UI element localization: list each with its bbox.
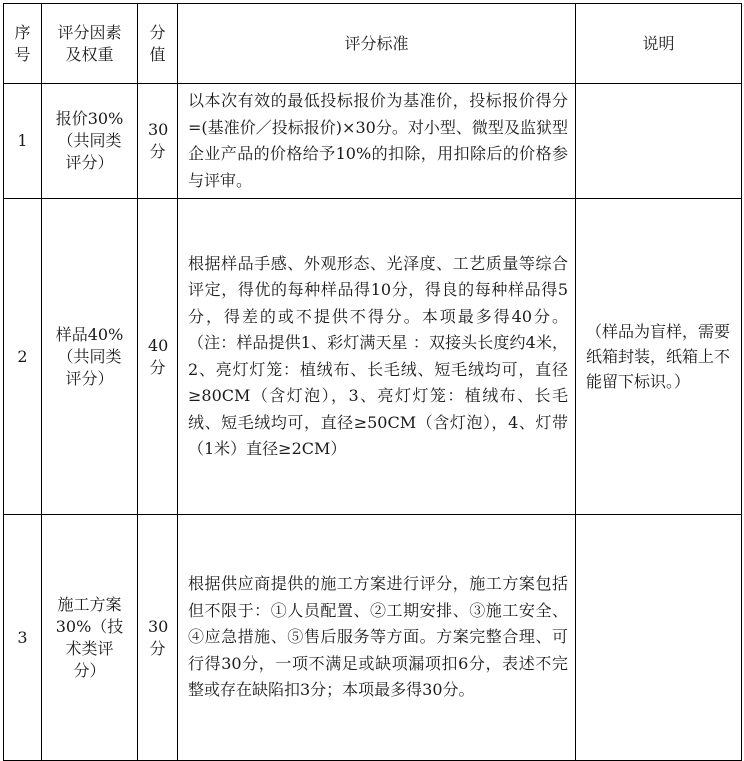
row-note xyxy=(576,515,742,761)
row-no: 2 xyxy=(4,199,42,515)
row-no: 1 xyxy=(4,84,42,199)
row-factor: 报价30%（共同类评分） xyxy=(42,84,138,199)
row-note: （样品为盲样，需要纸箱封装，纸箱上不能留下标识。） xyxy=(576,199,742,515)
row-criteria: 根据样品手感、外观形态、光泽度、工艺质量等综合评定，得优的每种样品得10分，得良的每种样品得5分，得差的或不提供不得分。本项最多得40分。（注：样品提供1、彩灯满天星 ：双接头长度约4米，2、亮灯灯笼：植绒布、长毛绒、短毛绒均可，直径≥80CM（含灯泡），3、亮灯灯笼：植绒布、长毛绒、短毛绒均可，直径≥50CM（含灯泡），4、灯带（1米）直径≥2CM） xyxy=(178,199,576,515)
header-factor: 评分因素及权重 xyxy=(42,4,138,84)
header-score: 分值 xyxy=(138,4,178,84)
row-criteria: 根据供应商提供的施工方案进行评分，施工方案包括但不限于：①人员配置、②工期安排、③施工安全、④应急措施、⑤售后服务等方面。方案完整合理、可行得30分，一项不满足或缺项漏项扣6分，表述不完整或存在缺陷扣3分；本项最多得30分。 xyxy=(178,515,576,761)
header-criteria: 评分标准 xyxy=(178,4,576,84)
row-factor: 样品40%（共同类评分） xyxy=(42,199,138,515)
row-score: 40分 xyxy=(138,199,178,515)
row-score: 30分 xyxy=(138,515,178,761)
row-note xyxy=(576,84,742,199)
row-criteria: 以本次有效的最低投标报价为基准价，投标报价得分=(基准价／投标报价)×30分。对小型、微型及监狱型企业产品的价格给予10%的扣除，用扣除后的价格参与评审。 xyxy=(178,84,576,199)
row-factor: 施工方案30%（技术类评分） xyxy=(42,515,138,761)
header-note: 说明 xyxy=(576,4,742,84)
table-row xyxy=(4,199,742,515)
table-row xyxy=(4,515,742,761)
table-row xyxy=(4,84,742,199)
row-score: 30分 xyxy=(138,84,178,199)
row-no: 3 xyxy=(4,515,42,761)
table-header-row xyxy=(4,4,742,84)
scoring-table xyxy=(3,3,742,761)
header-no: 序号 xyxy=(4,4,42,84)
